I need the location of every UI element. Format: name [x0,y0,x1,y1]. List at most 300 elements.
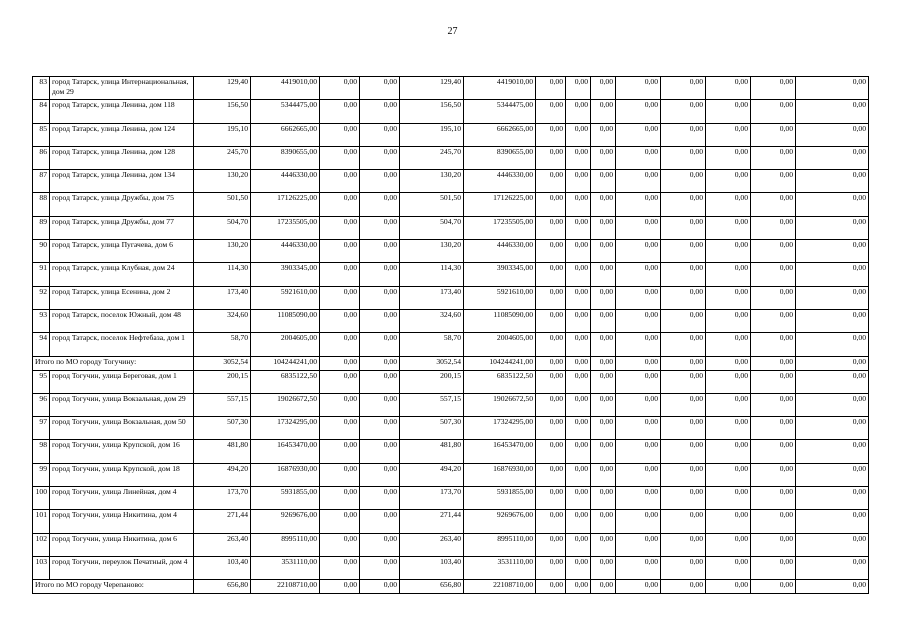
value-cell: 271,44 [400,510,464,533]
value-cell: 0,00 [536,510,566,533]
address-cell: город Татарск, поселок Нефтебаза, дом 1 [50,333,194,356]
value-cell: 0,00 [360,510,400,533]
value-cell: 0,00 [320,170,360,193]
value-cell: 0,00 [751,463,796,486]
value-cell: 103,40 [194,556,251,579]
value-cell: 0,00 [536,370,566,393]
value-cell: 0,00 [536,393,566,416]
value-cell: 0,00 [591,417,616,440]
value-cell: 0,00 [751,240,796,263]
value-cell: 3052,54 [194,356,251,370]
address-cell: город Тогучин, переулок Печатный, дом 4 [50,556,194,579]
row-number: 100 [33,487,50,510]
value-cell: 0,00 [751,170,796,193]
value-cell: 0,00 [661,263,706,286]
value-cell: 0,00 [751,356,796,370]
value-cell: 0,00 [661,309,706,332]
value-cell: 0,00 [616,123,661,146]
value-cell: 0,00 [536,170,566,193]
value-cell: 0,00 [360,370,400,393]
row-number: 90 [33,240,50,263]
value-cell: 0,00 [706,263,751,286]
value-cell: 0,00 [320,580,360,594]
value-cell: 504,70 [400,216,464,239]
table-row [33,286,869,309]
value-cell: 557,15 [194,393,251,416]
total-row [33,356,869,370]
value-cell: 0,00 [360,487,400,510]
value-cell: 0,00 [591,77,616,100]
value-cell: 0,00 [751,193,796,216]
value-cell: 0,00 [661,100,706,123]
value-cell: 0,00 [796,216,869,239]
value-cell: 0,00 [566,556,591,579]
value-cell: 0,00 [591,193,616,216]
value-cell: 0,00 [706,556,751,579]
value-cell: 0,00 [661,440,706,463]
value-cell: 0,00 [536,533,566,556]
value-cell: 0,00 [706,510,751,533]
value-cell: 0,00 [706,240,751,263]
value-cell: 8390655,00 [464,146,536,169]
value-cell: 0,00 [536,309,566,332]
address-cell: город Татарск, улица Ленина, дом 124 [50,123,194,146]
value-cell: 156,50 [400,100,464,123]
value-cell: 200,15 [194,370,251,393]
total-label: Итого по МО городу Черепаново: [33,580,194,594]
value-cell: 0,00 [706,100,751,123]
value-cell: 0,00 [751,309,796,332]
value-cell: 0,00 [796,393,869,416]
value-cell: 0,00 [591,333,616,356]
value-cell: 0,00 [796,193,869,216]
value-cell: 0,00 [706,77,751,100]
value-cell: 0,00 [536,356,566,370]
value-cell: 0,00 [661,510,706,533]
value-cell: 0,00 [536,556,566,579]
value-cell: 173,70 [400,487,464,510]
value-cell: 0,00 [320,333,360,356]
value-cell: 0,00 [536,193,566,216]
value-cell: 2004605,00 [464,333,536,356]
value-cell: 481,80 [400,440,464,463]
value-cell: 0,00 [566,123,591,146]
value-cell: 17324295,00 [251,417,320,440]
value-cell: 0,00 [591,487,616,510]
value-cell: 0,00 [706,333,751,356]
value-cell: 0,00 [566,240,591,263]
value-cell: 0,00 [751,487,796,510]
value-cell: 0,00 [566,193,591,216]
value-cell: 0,00 [591,309,616,332]
table-row [33,193,869,216]
value-cell: 481,80 [194,440,251,463]
value-cell: 0,00 [566,170,591,193]
value-cell: 17126225,00 [251,193,320,216]
value-cell: 0,00 [360,580,400,594]
value-cell: 0,00 [536,286,566,309]
value-cell: 0,00 [706,393,751,416]
value-cell: 656,80 [400,580,464,594]
row-number: 102 [33,533,50,556]
value-cell: 0,00 [536,487,566,510]
value-cell: 0,00 [591,463,616,486]
value-cell: 0,00 [320,417,360,440]
value-cell: 0,00 [566,100,591,123]
value-cell: 0,00 [566,533,591,556]
value-cell: 173,40 [400,286,464,309]
value-cell: 129,40 [400,77,464,100]
row-number: 98 [33,440,50,463]
value-cell: 0,00 [360,556,400,579]
value-cell: 0,00 [591,580,616,594]
value-cell: 0,00 [536,333,566,356]
value-cell: 0,00 [751,123,796,146]
table-row [33,240,869,263]
value-cell: 0,00 [706,417,751,440]
value-cell: 114,30 [194,263,251,286]
address-cell: город Татарск, улица Интернациональная, дом 29 [50,77,194,100]
value-cell: 173,40 [194,286,251,309]
table-row [33,333,869,356]
value-cell: 0,00 [536,100,566,123]
value-cell: 0,00 [536,123,566,146]
table-row [33,370,869,393]
value-cell: 0,00 [536,77,566,100]
value-cell: 129,40 [194,77,251,100]
value-cell: 17235505,00 [251,216,320,239]
value-cell: 0,00 [591,356,616,370]
row-number: 88 [33,193,50,216]
value-cell: 0,00 [751,580,796,594]
value-cell: 0,00 [616,440,661,463]
value-cell: 195,10 [400,123,464,146]
value-cell: 0,00 [616,463,661,486]
value-cell: 0,00 [566,487,591,510]
value-cell: 0,00 [360,309,400,332]
value-cell: 0,00 [320,216,360,239]
value-cell: 0,00 [616,193,661,216]
value-cell: 0,00 [360,146,400,169]
value-cell: 0,00 [616,309,661,332]
value-cell: 0,00 [616,286,661,309]
value-cell: 156,50 [194,100,251,123]
value-cell: 19026672,50 [464,393,536,416]
value-cell: 0,00 [591,146,616,169]
value-cell: 0,00 [566,370,591,393]
value-cell: 0,00 [320,193,360,216]
row-number: 87 [33,170,50,193]
value-cell: 16453470,00 [251,440,320,463]
value-cell: 0,00 [591,240,616,263]
value-cell: 0,00 [320,370,360,393]
value-cell: 0,00 [536,580,566,594]
value-cell: 22108710,00 [251,580,320,594]
value-cell: 0,00 [751,533,796,556]
row-number: 92 [33,286,50,309]
value-cell: 0,00 [536,216,566,239]
value-cell: 5344475,00 [251,100,320,123]
value-cell: 0,00 [360,356,400,370]
value-cell: 0,00 [360,333,400,356]
value-cell: 0,00 [566,263,591,286]
value-cell: 0,00 [661,580,706,594]
value-cell: 0,00 [566,216,591,239]
value-cell: 5921610,00 [464,286,536,309]
table-row [33,463,869,486]
table-row [33,556,869,579]
value-cell: 58,70 [194,333,251,356]
value-cell: 0,00 [616,263,661,286]
total-label: Итого по МО городу Тогучину: [33,356,194,370]
value-cell: 0,00 [360,77,400,100]
value-cell: 17235505,00 [464,216,536,239]
value-cell: 245,70 [400,146,464,169]
value-cell: 0,00 [616,487,661,510]
value-cell: 507,30 [400,417,464,440]
address-cell: город Тогучин, улица Береговая, дом 1 [50,370,194,393]
address-cell: город Тогучин, улица Вокзальная, дом 50 [50,417,194,440]
row-number: 99 [33,463,50,486]
value-cell: 0,00 [360,286,400,309]
row-number: 96 [33,393,50,416]
value-cell: 0,00 [661,286,706,309]
value-cell: 0,00 [566,463,591,486]
value-cell: 0,00 [751,370,796,393]
value-cell: 0,00 [796,533,869,556]
value-cell: 0,00 [706,286,751,309]
value-cell: 0,00 [661,533,706,556]
value-cell: 501,50 [194,193,251,216]
row-number: 83 [33,77,50,100]
address-cell: город Татарск, улица Пугачева, дом 6 [50,240,194,263]
value-cell: 0,00 [566,580,591,594]
value-cell: 8390655,00 [251,146,320,169]
value-cell: 0,00 [616,393,661,416]
value-cell: 6835122,50 [251,370,320,393]
address-cell: город Татарск, улица Ленина, дом 128 [50,146,194,169]
value-cell: 0,00 [536,417,566,440]
value-cell: 0,00 [320,309,360,332]
value-cell: 173,70 [194,487,251,510]
value-cell: 200,15 [400,370,464,393]
value-cell: 0,00 [616,333,661,356]
value-cell: 5931855,00 [251,487,320,510]
value-cell: 0,00 [591,263,616,286]
value-cell: 0,00 [661,370,706,393]
value-cell: 0,00 [536,146,566,169]
value-cell: 0,00 [796,440,869,463]
value-cell: 0,00 [616,533,661,556]
value-cell: 4446330,00 [464,170,536,193]
value-cell: 9269676,00 [251,510,320,533]
value-cell: 0,00 [751,440,796,463]
value-cell: 0,00 [796,286,869,309]
table-row [33,100,869,123]
value-cell: 0,00 [706,309,751,332]
value-cell: 195,10 [194,123,251,146]
row-number: 103 [33,556,50,579]
value-cell: 0,00 [360,533,400,556]
value-cell: 0,00 [360,263,400,286]
value-cell: 0,00 [566,393,591,416]
value-cell: 0,00 [536,263,566,286]
value-cell: 0,00 [796,263,869,286]
value-cell: 0,00 [706,193,751,216]
address-cell: город Татарск, улица Клубная, дом 24 [50,263,194,286]
address-cell: город Тогучин, улица Крупской, дом 18 [50,463,194,486]
value-cell: 0,00 [661,216,706,239]
value-cell: 0,00 [661,333,706,356]
value-cell: 0,00 [796,356,869,370]
value-cell: 0,00 [566,146,591,169]
value-cell: 103,40 [400,556,464,579]
value-cell: 0,00 [751,77,796,100]
value-cell: 0,00 [796,240,869,263]
value-cell: 0,00 [566,286,591,309]
value-cell: 0,00 [706,533,751,556]
table-row [33,77,869,100]
row-number: 91 [33,263,50,286]
value-cell: 0,00 [751,216,796,239]
page-number: 27 [447,26,458,37]
value-cell: 17126225,00 [464,193,536,216]
value-cell: 0,00 [536,240,566,263]
row-number: 93 [33,309,50,332]
value-cell: 114,30 [400,263,464,286]
total-row [33,580,869,594]
value-cell: 0,00 [320,123,360,146]
row-number: 97 [33,417,50,440]
value-cell: 0,00 [591,170,616,193]
data-table [32,76,869,594]
value-cell: 0,00 [661,356,706,370]
value-cell: 6662665,00 [464,123,536,146]
address-cell: город Тогучин, улица Никитина, дом 4 [50,510,194,533]
row-number: 85 [33,123,50,146]
value-cell: 0,00 [360,193,400,216]
value-cell: 0,00 [591,123,616,146]
value-cell: 4446330,00 [251,170,320,193]
address-cell: город Татарск, улица Дружбы, дом 77 [50,216,194,239]
value-cell: 4419010,00 [464,77,536,100]
value-cell: 3531110,00 [251,556,320,579]
value-cell: 3903345,00 [251,263,320,286]
value-cell: 0,00 [360,440,400,463]
value-cell: 0,00 [796,100,869,123]
row-number: 94 [33,333,50,356]
value-cell: 0,00 [796,417,869,440]
address-cell: город Тогучин, улица Никитина, дом 6 [50,533,194,556]
value-cell: 6662665,00 [251,123,320,146]
value-cell: 0,00 [320,510,360,533]
value-cell: 0,00 [360,216,400,239]
value-cell: 0,00 [796,370,869,393]
value-cell: 494,20 [194,463,251,486]
value-cell: 271,44 [194,510,251,533]
value-cell: 0,00 [796,556,869,579]
value-cell: 0,00 [706,440,751,463]
address-cell: город Татарск, улица Дружбы, дом 75 [50,193,194,216]
value-cell: 0,00 [706,356,751,370]
value-cell: 0,00 [360,100,400,123]
value-cell: 0,00 [661,193,706,216]
table-row [33,263,869,286]
value-cell: 0,00 [360,417,400,440]
value-cell: 17324295,00 [464,417,536,440]
row-number: 101 [33,510,50,533]
value-cell: 0,00 [796,463,869,486]
value-cell: 0,00 [591,370,616,393]
value-cell: 0,00 [751,556,796,579]
value-cell: 3903345,00 [464,263,536,286]
value-cell: 130,20 [400,170,464,193]
value-cell: 16876930,00 [464,463,536,486]
value-cell: 0,00 [566,309,591,332]
value-cell: 0,00 [360,123,400,146]
value-cell: 0,00 [751,333,796,356]
value-cell: 263,40 [194,533,251,556]
address-cell: город Татарск, поселок Южный, дом 48 [50,309,194,332]
value-cell: 0,00 [566,440,591,463]
value-cell: 0,00 [706,146,751,169]
value-cell: 0,00 [360,463,400,486]
value-cell: 0,00 [751,100,796,123]
value-cell: 0,00 [796,146,869,169]
value-cell: 0,00 [320,263,360,286]
value-cell: 263,40 [400,533,464,556]
row-number: 95 [33,370,50,393]
table-row [33,123,869,146]
value-cell: 104244241,00 [464,356,536,370]
value-cell: 130,20 [194,170,251,193]
value-cell: 4419010,00 [251,77,320,100]
value-cell: 0,00 [616,216,661,239]
table-row [33,417,869,440]
value-cell: 0,00 [661,170,706,193]
address-cell: город Татарск, улица Есенина, дом 2 [50,286,194,309]
value-cell: 0,00 [751,510,796,533]
table-row [33,393,869,416]
value-cell: 0,00 [706,123,751,146]
value-cell: 0,00 [706,170,751,193]
value-cell: 11085090,00 [251,309,320,332]
value-cell: 0,00 [616,146,661,169]
value-cell: 0,00 [616,77,661,100]
value-cell: 0,00 [616,580,661,594]
value-cell: 656,80 [194,580,251,594]
value-cell: 0,00 [320,240,360,263]
value-cell: 0,00 [796,580,869,594]
value-cell: 3531110,00 [464,556,536,579]
value-cell: 0,00 [751,417,796,440]
table-row [33,510,869,533]
value-cell: 0,00 [751,263,796,286]
value-cell: 0,00 [320,393,360,416]
value-cell: 3052,54 [400,356,464,370]
value-cell: 11085090,00 [464,309,536,332]
value-cell: 4446330,00 [464,240,536,263]
table-row [33,533,869,556]
value-cell: 0,00 [320,440,360,463]
value-cell: 130,20 [400,240,464,263]
value-cell: 0,00 [591,556,616,579]
value-cell: 507,30 [194,417,251,440]
table-row [33,440,869,463]
address-cell: город Татарск, улица Ленина, дом 134 [50,170,194,193]
value-cell: 0,00 [796,333,869,356]
address-cell: город Тогучин, улица Линейная, дом 4 [50,487,194,510]
